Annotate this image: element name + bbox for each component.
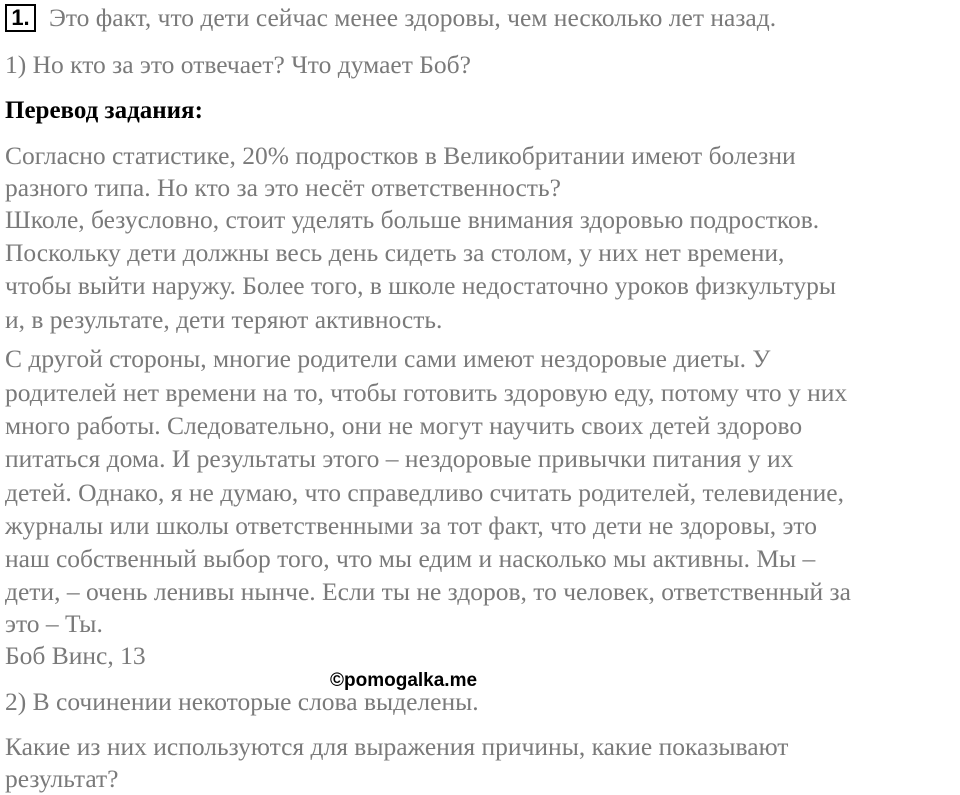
translation-line: много работы. Следовательно, они не могут научить своих детей здорово <box>5 411 803 440</box>
translation-line: чтобы выйти наружу. Более того, в школе недостаточно уроков физкультуры <box>5 271 837 300</box>
translation-line: разного типа. Но кто за это несёт ответственность? <box>5 173 561 202</box>
translation-line: Школе, безусловно, стоит уделять больше внимания здоровью подростков. <box>5 205 820 234</box>
translation-line: наш собственный выбор того, что мы едим и насколько мы активны. Мы – <box>5 544 816 573</box>
translation-line: дети, – очень ленивы нынче. Если ты не здоров, то человек, ответственный за <box>5 577 851 606</box>
translation-line: Согласно статистике, 20% подростков в Великобритании имеют болезни <box>5 141 796 170</box>
signature: Боб Винс, 13 <box>5 641 146 670</box>
task-number-box: 1. <box>5 4 36 32</box>
translation-heading: Перевод задания: <box>5 97 203 124</box>
translation-line: питаться дома. И результаты этого – нездоровые привычки питания у их <box>5 444 794 473</box>
translation-line: и, в результате, дети теряют активность. <box>5 305 443 334</box>
watermark: ©pomogalka.me <box>330 670 478 691</box>
translation-line: это – Ты. <box>5 609 103 638</box>
translation-line: родителей нет времени на то, чтобы готовить здоровую еду, потому что у них <box>5 378 848 407</box>
translation-line: С другой стороны, многие родители сами имеют нездоровые диеты. У <box>5 344 771 373</box>
question-2: 2) В сочинении некоторые слова выделены. <box>5 687 479 716</box>
translation-line: журналы или школы ответственными за тот факт, что дети не здоровы, это <box>5 511 817 540</box>
question-2-followup: результат? <box>5 764 119 793</box>
question-1: 1) Но кто за это отвечает? Что думает Боб? <box>5 50 471 79</box>
question-2-followup: Какие из них используются для выражения причины, какие показывают <box>5 732 789 761</box>
translation-line: детей. Однако, я не думаю, что справедливо считать родителей, телевидение, <box>5 478 844 507</box>
task-statement: Это факт, что дети сейчас менее здоровы, чем несколько лет назад. <box>49 3 777 32</box>
translation-line: Поскольку дети должны весь день сидеть за столом, у них нет времени, <box>5 238 785 267</box>
